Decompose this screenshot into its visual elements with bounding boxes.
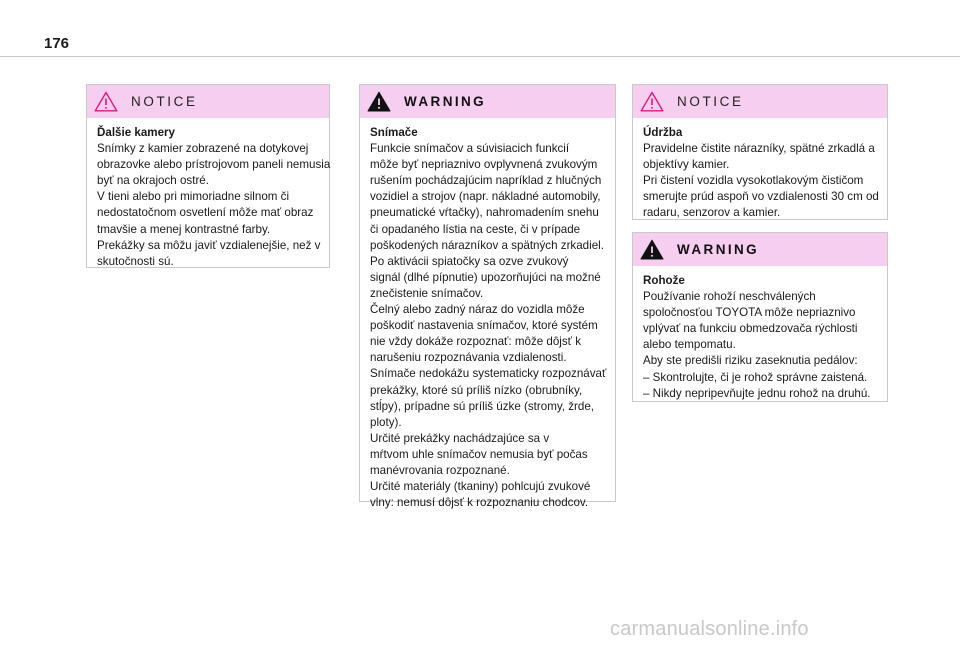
text-line: Pravidelne čistite nárazníky, spätné zrkadlá a <box>643 142 875 156</box>
notice-title: NOTICE <box>131 94 198 109</box>
warning-box-floor-mats <box>632 232 888 402</box>
text-line: – Skontrolujte, či je rohož správne zaistená. <box>643 370 868 384</box>
text-line: manévrovania rozpoznané. <box>370 463 510 477</box>
warning-header <box>633 233 887 266</box>
text-line: stĺpy), prípadne sú príliš úzke (stromy, žrde, <box>370 399 595 413</box>
text-line: radaru, senzorov a kamier. <box>643 206 781 220</box>
warning-header <box>360 85 615 118</box>
text-line: vlny: nemusí dôjsť k rozpoznaniu chodcov. <box>370 496 589 510</box>
text-line: V tieni alebo pri mimoriadne silnom či <box>97 190 290 204</box>
text-line: spoločnosťou TOYOTA môže nepriaznivo <box>643 306 856 320</box>
text-line: môže byť nepriaznivo ovplyvnená zvukovým <box>370 158 598 172</box>
notice-heading: Ďalšie kamery <box>97 126 175 139</box>
text-line: byť na okrajoch ostré. <box>97 174 209 188</box>
page-number: 176 <box>44 35 70 52</box>
text-line: vozidiel a strojov (napr. nákladné automobily, <box>370 190 601 204</box>
text-line: Po aktivácii spiatočky sa ozve zvukový <box>370 254 569 268</box>
text-line: znečistenie snímačov. <box>370 286 484 300</box>
text-line: či opadaného lístia na ceste, či v prípade <box>370 222 581 236</box>
notice-heading: Údržba <box>643 126 683 139</box>
text-line: ploty). <box>370 415 402 429</box>
text-line: Snímače nedokážu systematicky rozpoznávať <box>370 367 607 381</box>
text-line: prekážky, ktoré sú príliš nízko (obrubníky, <box>370 383 583 397</box>
text-line: Prekážky sa môžu javiť vzdialenejšie, než v <box>97 238 321 252</box>
notice-body <box>633 118 887 230</box>
text-line: Snímky z kamier zobrazené na dotykovej <box>97 142 309 156</box>
text-line: Určité prekážky nachádzajúce sa v <box>370 431 550 445</box>
text-line: mŕtvom uhle snímačov nemusia byť počas <box>370 447 588 461</box>
text-line: nie vždy dokáže rozpoznať: môže dôjsť k <box>370 335 582 349</box>
notice-header <box>633 85 887 118</box>
warning-heading: Snímače <box>370 126 418 139</box>
text-line: Aby ste predišli riziku zaseknutia pedálov: <box>643 354 858 368</box>
text-line: Pri čistení vozidla vysokotlakovým čističom <box>643 174 864 188</box>
header-divider <box>0 56 960 57</box>
text-line: pneumatické vŕtačky), nahromadením snehu <box>370 206 599 220</box>
warning-filled-icon <box>639 239 665 261</box>
notice-body <box>87 118 329 278</box>
notice-box-additional-cameras <box>86 84 330 268</box>
warning-outline-icon <box>639 91 665 113</box>
text-line: skutočnosti sú. <box>97 254 174 268</box>
text-line: Funkcie snímačov a súvisiacich funkcií <box>370 142 570 156</box>
warning-box-sensors <box>359 84 616 510</box>
warning-outline-icon <box>93 91 119 113</box>
text-line: poškodených nárazníkov a spätných zrkadiel. <box>370 238 604 252</box>
text-line: obrazovke alebo prístrojovom paneli nemusia <box>97 158 331 172</box>
text-line: smerujte prúd aspoň vo vzdialenosti 30 cm od <box>643 190 879 204</box>
text-line: rušením pochádzajúcim napríklad z hlučných <box>370 174 602 188</box>
text-line: nedostatočnom osvetlení môže mať obraz <box>97 206 314 220</box>
warning-heading: Rohože <box>643 274 685 287</box>
notice-title: NOTICE <box>677 94 744 109</box>
text-line: signál (dlhé pípnutie) upozorňujúci na možné <box>370 270 601 284</box>
warning-body <box>633 266 887 410</box>
notice-box-maintenance <box>632 84 888 220</box>
warning-title: WARNING <box>677 242 760 257</box>
text-line: narušeniu rozpoznávania vzdialenosti. <box>370 351 567 365</box>
text-line: – Nikdy nepripevňujte jednu rohož na druhú. <box>643 386 871 400</box>
warning-title: WARNING <box>404 94 487 109</box>
notice-header <box>87 85 329 118</box>
text-line: tmavšie a menej kontrastné farby. <box>97 222 271 236</box>
text-line: poškodiť nastavenia snímačov, ktoré systém <box>370 319 598 333</box>
text-line: Používanie rohoží neschválených <box>643 290 816 304</box>
text-line: Čelný alebo zadný náraz do vozidla môže <box>370 303 585 317</box>
warning-filled-icon <box>366 91 392 113</box>
text-line: alebo tempomatu. <box>643 338 736 352</box>
text-line: objektívy kamier. <box>643 158 730 172</box>
watermark-text: carmanualsonline.info <box>610 618 809 640</box>
text-line: Určité materiály (tkaniny) pohlcujú zvukové <box>370 480 591 494</box>
warning-body <box>360 118 615 519</box>
text-line: vplývať na funkciu obmedzovača rýchlosti <box>643 322 858 336</box>
